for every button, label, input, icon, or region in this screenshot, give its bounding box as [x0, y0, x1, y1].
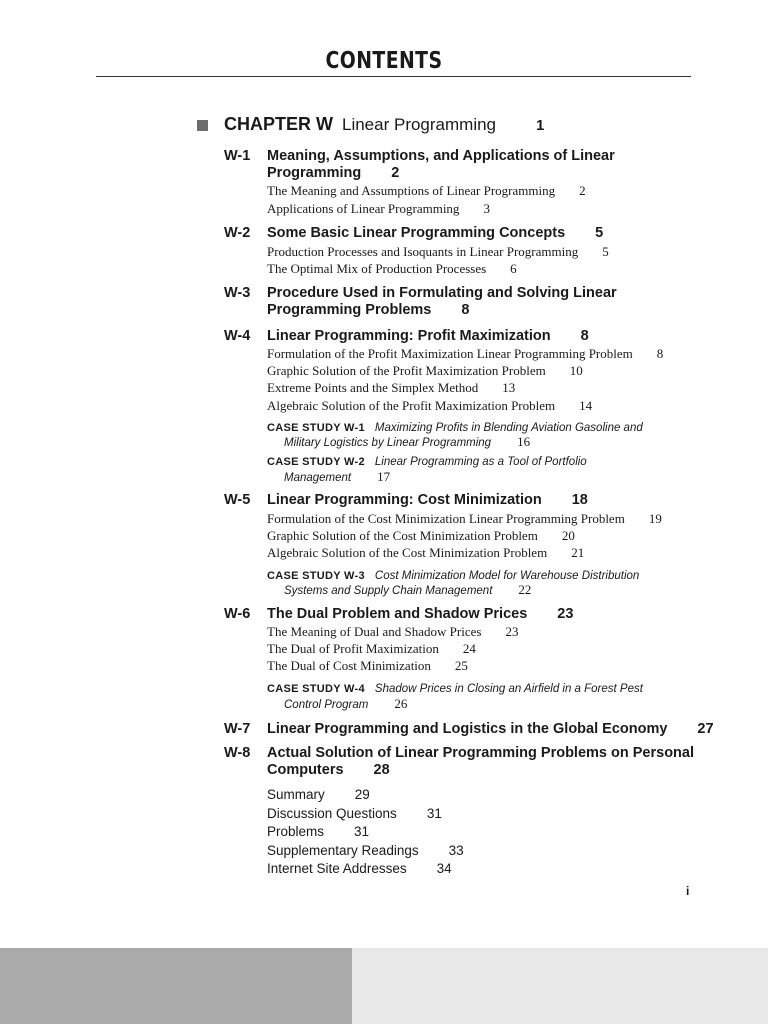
section-number: W-1 [224, 148, 251, 164]
end-matter-entry: Internet Site Addresses 34 [267, 861, 452, 876]
section-number: W-8 [224, 745, 251, 761]
section-number: W-5 [224, 492, 251, 508]
subsection-entry: Graphic Solution of the Cost Minimization Problem 20 [267, 528, 575, 543]
chapter-label: CHAPTER W [224, 114, 333, 134]
case-study-entry-cont: Control Program 26 [284, 696, 408, 711]
section-number: W-6 [224, 606, 251, 622]
end-matter-entry: Problems 31 [267, 824, 370, 839]
section-title: Linear Programming: Profit Maximization 8 [267, 328, 589, 344]
section-title: Linear Programming and Logistics in the Global Economy 27 [267, 721, 714, 737]
section-title: Actual Solution of Linear Programming Problems on Personal Computers 28 [267, 745, 695, 778]
square-bullet-icon [197, 120, 208, 131]
end-matter-entry: Supplementary Readings 33 [267, 843, 464, 858]
case-study-entry: CASE STUDY W-2 Linear Programming as a Tool of Portfolio [267, 456, 587, 468]
page-number: i [686, 884, 690, 898]
section-number: W-7 [224, 721, 251, 737]
chapter-title: Linear Programming [342, 115, 497, 134]
case-study-entry: CASE STUDY W-1 Maximizing Profits in Blending Aviation Gasoline and [267, 422, 643, 434]
section-number: W-3 [224, 285, 251, 301]
end-matter-entry: Summary 29 [267, 787, 370, 802]
section-page: 28 [373, 762, 390, 778]
subsection-entry: The Meaning of Dual and Shadow Prices 23 [267, 624, 519, 639]
subsection-entry: The Optimal Mix of Production Processes 6 [267, 261, 517, 276]
section-title: Procedure Used in Formulating and Solving Linear Programming Problems 8 [267, 285, 617, 318]
chapter-page: 1 [536, 117, 545, 134]
subsection-entry: Production Processes and Isoquants in Linear Programming 5 [267, 244, 609, 259]
case-study-entry: CASE STUDY W-3 Cost Minimization Model for Warehouse Distribution [267, 570, 640, 582]
section-title: Linear Programming: Cost Minimization 18 [267, 492, 588, 508]
section-title: The Dual Problem and Shadow Prices 23 [267, 606, 574, 622]
subsection-entry: Formulation of the Profit Maximization Linear Programming Problem 8 [267, 346, 664, 361]
end-matter-entry: Discussion Questions 31 [267, 806, 442, 821]
section-page: 23 [557, 606, 574, 622]
subsection-entry: Formulation of the Cost Minimization Linear Programming Problem 19 [267, 511, 662, 526]
section-number: W-4 [224, 328, 251, 344]
subsection-entry: The Dual of Cost Minimization 25 [267, 658, 468, 673]
case-study-entry: CASE STUDY W-4 Shadow Prices in Closing an Airfield in a Forest Pest [267, 683, 643, 695]
footer-bar-right [352, 948, 768, 1024]
section-page: 27 [697, 721, 714, 737]
section-page: 8 [580, 328, 589, 344]
case-study-entry-cont: Systems and Supply Chain Management 22 [284, 582, 532, 597]
page-title: CONTENTS [325, 48, 443, 74]
subsection-entry: Applications of Linear Programming 3 [267, 201, 490, 216]
subsection-entry: The Dual of Profit Maximization 24 [267, 641, 476, 656]
subsection-entry: Algebraic Solution of the Profit Maximization Problem 14 [267, 398, 593, 413]
section-page: 18 [571, 492, 588, 508]
title-rule [96, 76, 691, 77]
section-page: 5 [595, 225, 604, 241]
case-study-entry-cont: Military Logistics by Linear Programming 16 [284, 434, 531, 449]
section-number: W-2 [224, 225, 251, 241]
subsection-entry: Extreme Points and the Simplex Method 13 [267, 380, 516, 395]
subsection-entry: Algebraic Solution of the Cost Minimization Problem 21 [267, 545, 585, 560]
footer-bar-left [0, 948, 352, 1024]
subsection-entry: Graphic Solution of the Profit Maximization Problem 10 [267, 363, 583, 378]
section-title: Meaning, Assumptions, and Applications of Linear Programming 2 [267, 148, 615, 181]
section-page: 8 [461, 302, 470, 318]
section-title: Some Basic Linear Programming Concepts 5 [267, 225, 604, 241]
subsection-entry: The Meaning and Assumptions of Linear Programming 2 [267, 183, 586, 198]
section-page: 2 [391, 165, 400, 181]
case-study-entry-cont: Management 17 [284, 469, 391, 484]
